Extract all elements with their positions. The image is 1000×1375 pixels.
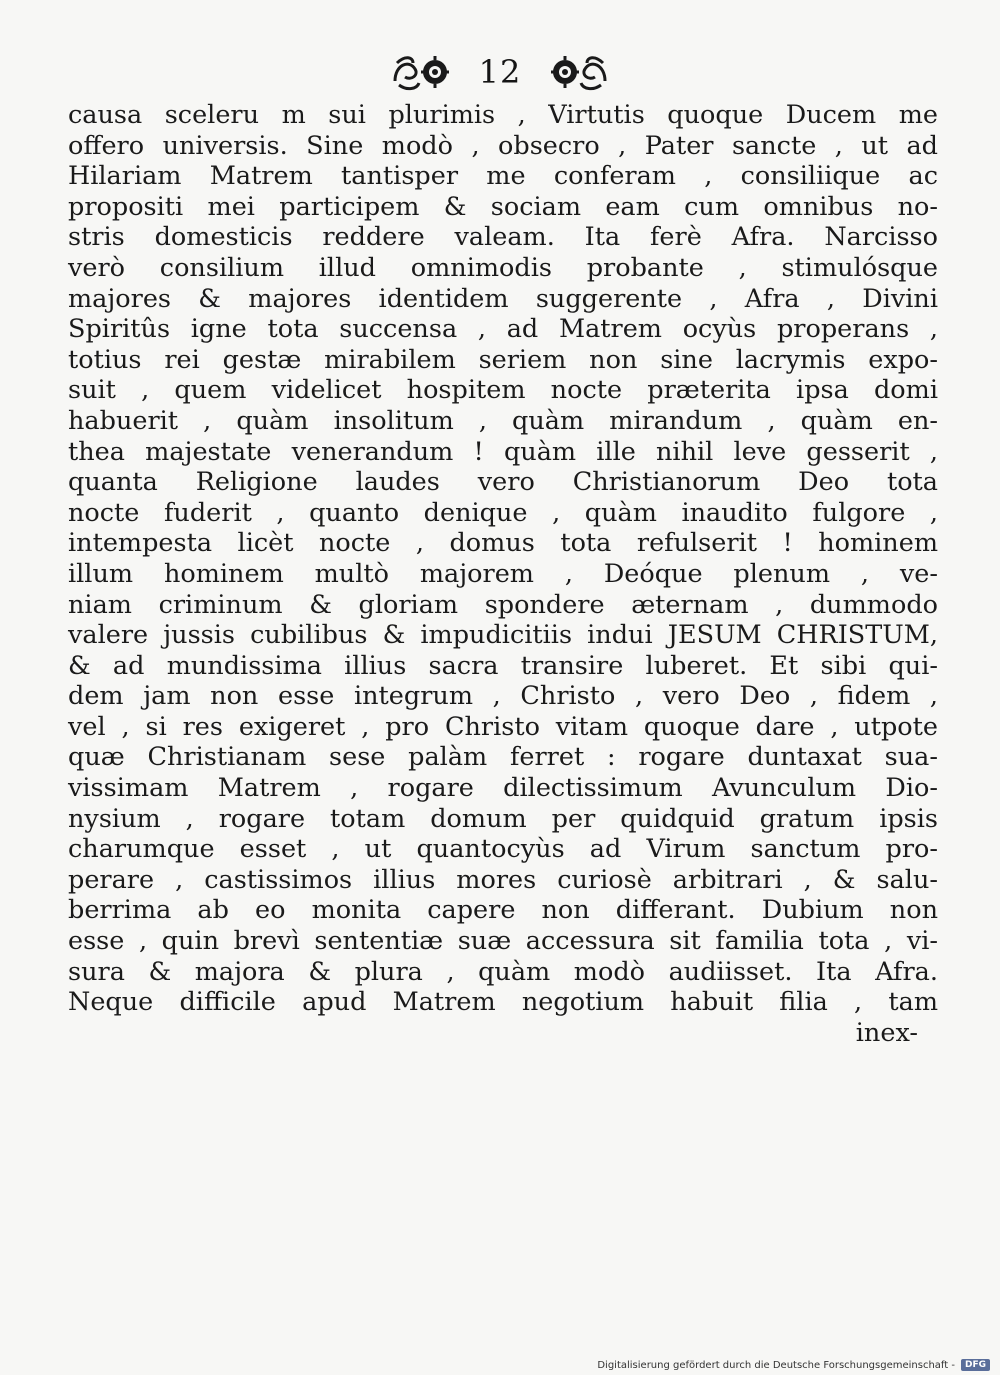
floral-ornament-icon [391, 51, 453, 93]
text-line: intempesta licèt nocte , domus tota refulserit ! hominem [68, 528, 938, 559]
text-line: Spiritûs igne tota succensa , ad Matrem ocyùs properans , [68, 314, 938, 345]
text-line: sura & majora & plura , quàm modò audiisset. Ita Afra. [68, 956, 938, 987]
text-line: totius rei gestæ mirabilem seriem non sine lacrymis expo- [68, 344, 938, 375]
text-line: suit , quem videlicet hospitem nocte præterita ipsa domi [68, 375, 938, 406]
text-line: esse , quin brevì sententiæ suæ accessura sit familia tota , vi- [68, 926, 938, 957]
text-line: nocte fuderit , quanto denique , quàm inaudito fulgore , [68, 497, 938, 528]
text-line: offero universis. Sine modò , obsecro , Pater sancte , ut ad [68, 130, 938, 161]
text-line: quanta Religione laudes vero Christianorum Deo tota [68, 467, 938, 498]
credit-text: Digitalisierung gefördert durch die Deutsche Forschungsgemeinschaft - [597, 1359, 955, 1371]
text-line: nysium , rogare totam domum per quidquid gratum ipsis [68, 803, 938, 834]
catchword: inex- [855, 1017, 918, 1048]
text-line: valere jussis cubilibus & impudicitiis indui JESUM CHRISTUM, [68, 620, 938, 651]
text-line: majores & majores identidem suggerente , Afra , Divini [68, 283, 938, 314]
page-header [0, 46, 1000, 98]
body-text [68, 100, 938, 1048]
floral-ornament-icon [547, 51, 609, 93]
text-line: dem jam non esse integrum , Christo , vero Deo , fidem , [68, 681, 938, 712]
text-line: Neque difficile apud Matrem negotium habuit filia , tam [68, 987, 938, 1018]
text-line: illum hominem multò majorem , Deóque plenum , ve- [68, 558, 938, 589]
digitization-credit [0, 1355, 1000, 1375]
text-line: stris domesticis reddere valeam. Ita ferè Afra. Narcisso [68, 222, 938, 253]
dfg-logo: DFG [961, 1359, 990, 1371]
text-line: perare , castissimos illius mores curiosè arbitrari , & salu- [68, 864, 938, 895]
text-line: & ad mundissima illius sacra transire luberet. Et sibi qui- [68, 650, 938, 681]
text-line: quæ Christianam sese palàm ferret : rogare duntaxat sua- [68, 742, 938, 773]
text-line: berrima ab eo monita capere non differant. Dubium non [68, 895, 938, 926]
text-line: verò consilium illud omnimodis probante , stimulósque [68, 252, 938, 283]
text-line: propositi mei participem & sociam eam cum omnibus no- [68, 191, 938, 222]
text-line: niam criminum & gloriam spondere æternam , dummodo [68, 589, 938, 620]
text-line: vel , si res exigeret , pro Christo vitam quoque dare , utpote [68, 711, 938, 742]
text-line: vissimam Matrem , rogare dilectissimum Avunculum Dio- [68, 773, 938, 804]
page-number: 12 [478, 53, 522, 91]
text-line: habuerit , quàm insolitum , quàm mirandum , quàm en- [68, 405, 938, 436]
text-line: thea majestate venerandum ! quàm ille nihil leve gesserit , [68, 436, 938, 467]
text-line: Hilariam Matrem tantisper me conferam , consiliique ac [68, 161, 938, 192]
text-line: causa sceleru m sui plurimis , Virtutis quoque Ducem me [68, 100, 938, 130]
text-line: charumque esset , ut quantocyùs ad Virum sanctum pro- [68, 834, 938, 865]
